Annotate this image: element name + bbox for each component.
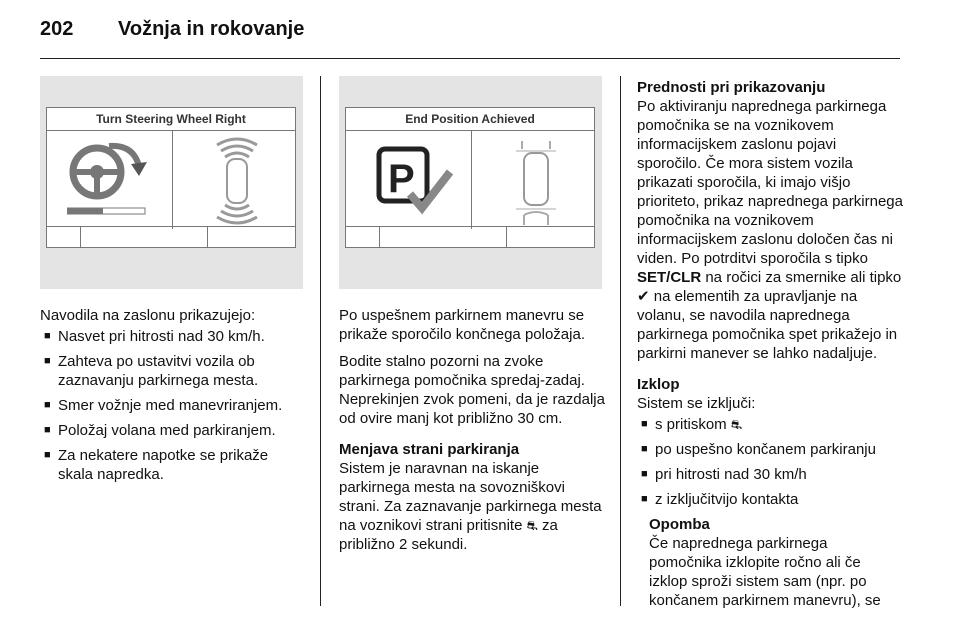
column-3	[637, 78, 903, 618]
screen-title: Turn Steering Wheel Right	[47, 108, 295, 131]
screen-footer	[346, 226, 594, 247]
list-item: ■ z izključitvijo kontakta	[641, 491, 799, 508]
paragraph: Po aktiviranju naprednega parkirnega pomočnika se na voznikovem informacijskem zaslonu pojavi sporočilo. Če mora sistem vozila prikazati sporočila, ki imajo višjo prioriteto, prikaz naprednega parkirnega pomočnika na voznikovem informacijskem zaslonu določen čas ni viden. Po potrditvi sporočila s tipko SET/CLR na ročici za smernike ali tipko ✔ na elementih za upravljanje na volanu, se navodila naprednega parkirnega pomočnika spet prikažejo in parkirni manever se lahko nadaljuje.	[637, 98, 903, 362]
display-screen	[345, 107, 595, 248]
list-item: ■ Smer vožnje med manevriranjem.	[44, 397, 283, 414]
list-item: ■ s pritiskom ⛐	[641, 416, 743, 433]
page-title: Vožnja in rokovanje	[118, 18, 305, 40]
paragraph: Sistem je naravnan na iskanje parkirnega mesta na sovozniškovi strani. Za zaznavanje parkirnega mesta na voznikovi strani pritisnite ⛐ za približno 2 sekundi.	[339, 460, 602, 553]
column-divider-2	[620, 76, 621, 606]
set-clr-key: SET/CLR	[637, 269, 702, 286]
car-sensor-icon	[207, 135, 267, 227]
deactivation-list	[637, 415, 903, 509]
parking-button-icon: ⛐	[730, 417, 743, 432]
screen-footer	[47, 226, 295, 247]
column-divider-1	[320, 76, 321, 606]
parking-button-icon: ⛐	[526, 518, 538, 533]
section-heading: Menjava strani parkiranja	[339, 441, 520, 458]
note-title: Opomba	[649, 516, 710, 533]
section-heading: Prednosti pri prikazovanju	[637, 79, 826, 96]
car-sensor-icon	[514, 135, 558, 227]
list-item: ■ Zahteva po ustavitvi vozila ob zaznavanju parkirnega mesta.	[44, 353, 259, 389]
list-item: ■ po uspešno končanem parkiranju	[641, 441, 876, 458]
page-number: 202	[40, 18, 74, 40]
paragraph: Sistem se izključi:	[637, 395, 756, 412]
svg-text:P: P	[388, 157, 415, 201]
figure-turn-steering	[40, 76, 303, 289]
display-screen	[46, 107, 296, 248]
list-item: ■ Nasvet pri hitrosti nad 30 km/h.	[44, 328, 265, 345]
list-item: ■ Položaj volana med parkiranjem.	[44, 422, 276, 439]
parking-check-icon	[376, 146, 456, 218]
figure-end-position	[339, 76, 602, 289]
paragraph: Bodite stalno pozorni na zvoke parkirnega pomočnika spredaj-zadaj. Neprekinjen zvok pomeni, da je razdalja od ovire manj kot približno 30 cm.	[339, 353, 605, 427]
header-rule	[40, 58, 900, 59]
column-2	[339, 306, 609, 562]
section-heading: Izklop	[637, 376, 680, 393]
list-item: ■ pri hitrosti nad 30 km/h	[641, 466, 807, 483]
list-item: ■ Za nekatere napotke se prikaže skala napredka.	[44, 447, 269, 483]
note-text: Če naprednega parkirnega pomočnika izklopite ročno ali če izklop sproži sistem sam (npr. po končanem parkirnem manevru), se	[649, 535, 881, 609]
screen-title: End Position Achieved	[346, 108, 594, 131]
instruction-list	[40, 327, 305, 484]
paragraph: Po uspešnem parkirnem manevru se prikaže sporočilo končnega položaja.	[339, 307, 585, 343]
intro-text: Navodila na zaslonu prikazujejo:	[40, 307, 256, 324]
note-box	[649, 515, 903, 610]
column-1	[40, 306, 305, 490]
check-icon: ✔	[637, 288, 650, 305]
steering-wheel-icon	[67, 140, 167, 222]
